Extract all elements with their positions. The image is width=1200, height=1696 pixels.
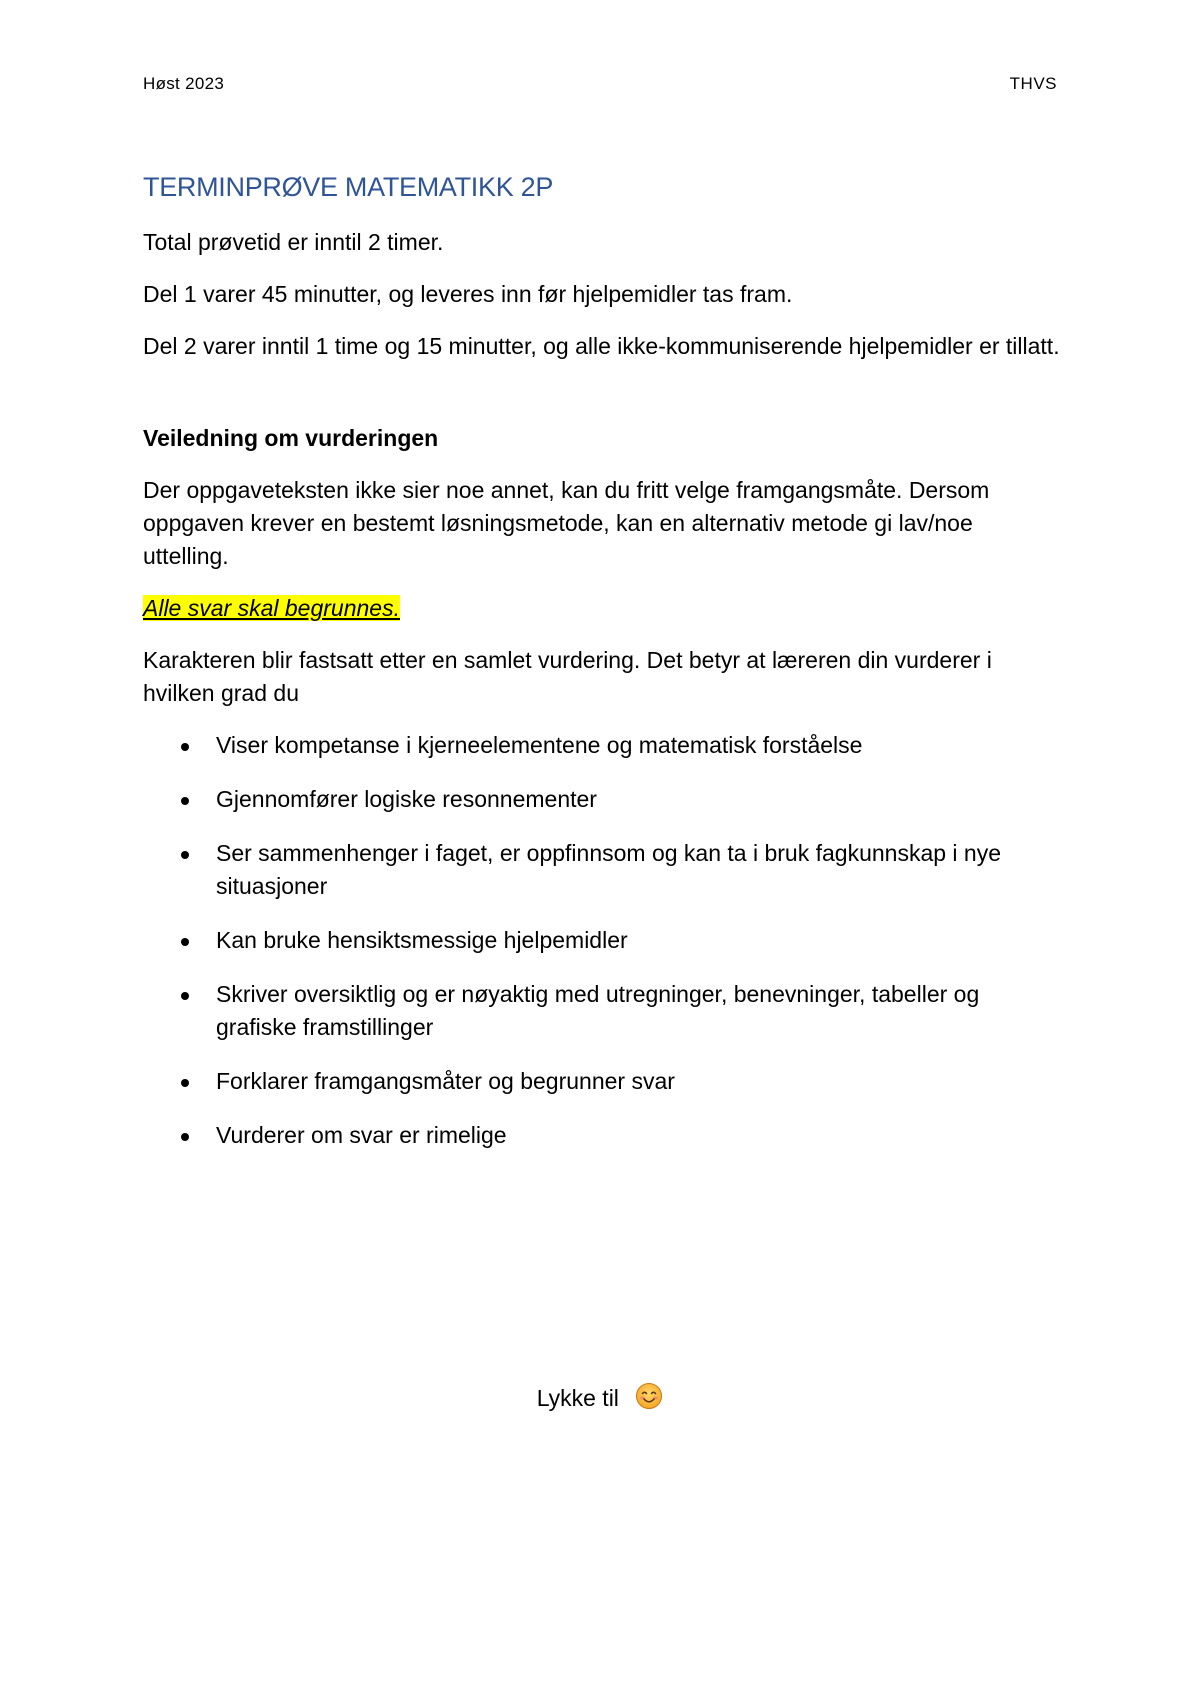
bullet-icon [181,1079,189,1087]
criteria-item [143,978,1063,1044]
guidance-method-text: Der oppgaveteksten ikke sier noe annet, kan du fritt velge framgangsmåte. Dersom oppgaven krever en bestemt løsningsmetode, kan en alternativ metode gi lav/noe uttelling. [143,477,990,569]
criteria-item [143,783,1063,816]
criteria-item [143,729,1063,762]
bullet-icon [181,1133,189,1141]
document-body [143,170,1063,1173]
criteria-item-text: Gjennomfører logiske resonnementer [216,786,597,812]
bullet-icon [181,992,189,1000]
criteria-item [143,1119,1063,1152]
criteria-item [143,837,1063,903]
header-semester: Høst 2023 [143,74,225,93]
criteria-item [143,924,1063,957]
intro-total-time: Total prøvetid er inntil 2 timer. [143,229,444,255]
guidance-grading-text: Karakteren blir fastsatt etter en samlet vurdering. Det betyr at læreren din vurderer i hvilken grad du [143,647,992,706]
criteria-item-text: Ser sammenhenger i faget, er oppfinnsom og kan ta i bruk fagkunnskap i nye situasjoner [216,840,1002,899]
header-school: THVS [1009,74,1057,93]
criteria-item-text: Vurderer om svar er rimelige [216,1122,507,1148]
intro-part-1: Del 1 varer 45 minutter, og leveres inn før hjelpemidler tas fram. [143,281,793,307]
bullet-icon [181,938,189,946]
intro-part-2: Del 2 varer inntil 1 time og 15 minutter, og alle ikke-kommuniserende hjelpemidler er tillatt. [143,333,1060,359]
criteria-item-text: Skriver oversiktlig og er nøyaktig med utregninger, benevninger, tabeller og grafiske framstillinger [216,981,980,1040]
bullet-icon [181,851,189,859]
guidance-highlight-paragraph [143,592,1063,625]
section-spacer [143,382,1063,422]
highlighted-requirement: Alle svar skal begrunnes. [143,595,400,621]
closing-text: Lykke til [536,1385,619,1411]
criteria-list [143,729,1063,1152]
bullet-icon [181,797,189,805]
bullet-icon [181,743,189,751]
smiling-face-icon [635,1382,663,1419]
closing-message [0,1382,1200,1419]
criteria-item [143,1065,1063,1098]
criteria-item-text: Viser kompetanse i kjerneelementene og matematisk forståelse [216,732,863,758]
guidance-heading: Veiledning om vurderingen [143,425,439,451]
document-title: TERMINPRØVE MATEMATIKK 2P [143,172,554,202]
criteria-item-text: Kan bruke hensiktsmessige hjelpemidler [216,927,628,953]
criteria-item-text: Forklarer framgangsmåter og begrunner svar [216,1068,675,1094]
